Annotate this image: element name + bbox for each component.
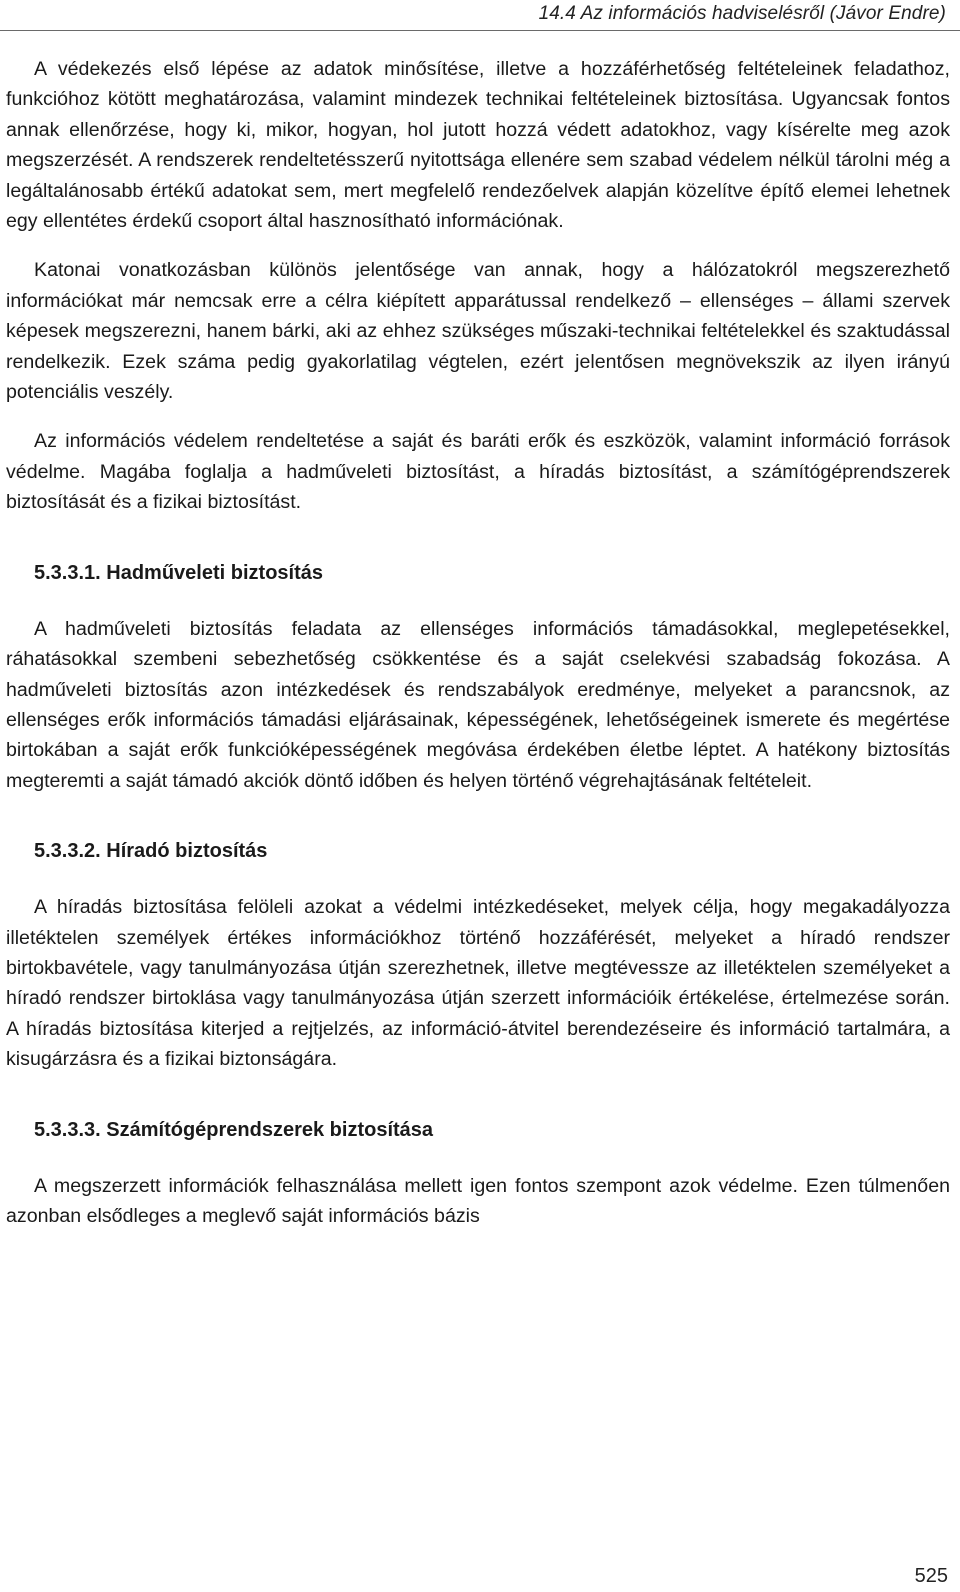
paragraph-military-relevance: Katonai vonatkozásban különös jelentősége van annak, hogy a hálózatokról megszerezhető információkat már nemcsak erre a célra kiépített apparátussal rendelkező – ellenséges – állami szervek képesek megszerezni, hanem bárki, aki az ehhez szükséges műszaki-technikai feltételekkel és szaktudással rendelkezik. Ezek száma pedig gyakorlatilag végtelen, ezért jelentősen megnövekszik az ilyen irányú potenciális veszély. <box>6 259 950 404</box>
paragraph-data-protection: A védekezés első lépése az adatok minősítése, illetve a hozzáférhetőség feltételeinek feladathoz, funkcióhoz kötött meghatározása, valamint mindezek technikai feltételeinek biztosítása. Ugyancsak fontos annak ellenőrzése, hogy ki, mikor, hogyan, hol jutott hozzá védett adatokhoz, vagy kísérelte meg azok megszerzését. A rendszerek rendeltetésszerű nyitottsága ellenére sem szabad védelem nélkül tárolni még a legáltalánosabb értékű adatokat sem, mert megfelelő rendezőelvek alapján közelítve építő elemei lehetnek egy ellentétes érdekű csoport által hasznosítható információnak. <box>6 58 950 233</box>
section-text-communications-security: A híradás biztosítása felöleli azokat a védelmi intézkedéseket, melyek célja, hogy megakadályozza illetéktelen személyek értékes információkhoz történő hozzáférését, melyeket a híradó rendszer birtokbavétele, vagy tanulmányozása útján szerezhetnek, illetve megtévessze az illetéktelen személyeket a híradó rendszer birtoklása vagy tanulmányozása útján szerzett információik értékelése, értelmezése során. A híradás biztosítása kiterjed a rejtjelzés, az információ-átvitel berendezéseire és információ tartalmára, a kisugárzásra és a fizikai biztonságára. <box>6 896 950 1071</box>
running-header <box>0 0 960 31</box>
section-text-operational-security: A hadműveleti biztosítás feladata az ellenséges információs támadásokkal, meglepetésekkel, ráhatásokkal szembeni sebezhetőség csökkentése és a saját cselekvési szabadság fokozása. A hadműveleti biztosítás azon intézkedések és rendszabályok eredménye, melyeket a parancsnok, az ellenséges erők információs támadási eljárásainak, képességének, lehetőségeinek ismerete és megértése birtokában a saját erők funkcióképességének megóvása érdekében életbe léptet. A hatékony biztosítás megteremti a saját támadó akciók döntő időben és helyen történő végrehajtásának feltételeit. <box>6 617 950 792</box>
page-number: 525 <box>914 1565 948 1587</box>
section-heading-communications-security: 5.3.3.2. Híradó biztosítás <box>34 840 268 863</box>
paragraph-information-protection: Az információs védelem rendeltetése a saját és baráti erők és eszközök, valamint információ források védelme. Magába foglalja a hadműveleti biztosítást, a híradás biztosítást, a számítógéprendszerek biztosítását és a fizikai biztosítást. <box>6 430 950 514</box>
page-body <box>6 54 950 1231</box>
section-heading-operational-security: 5.3.3.1. Hadműveleti biztosítás <box>34 561 323 584</box>
running-title: 14.4 Az információs hadviselésről (Jávor Endre) <box>538 3 946 24</box>
section-text-computer-systems-security: A megszerzett információk felhasználása mellett igen fontos szempont azok védelme. Ezen túlmenően azonban elsődleges a meglevő saját információs bázis <box>6 1174 950 1227</box>
section-heading-computer-systems-security: 5.3.3.3. Számítógéprendszerek biztosítása <box>34 1118 434 1141</box>
